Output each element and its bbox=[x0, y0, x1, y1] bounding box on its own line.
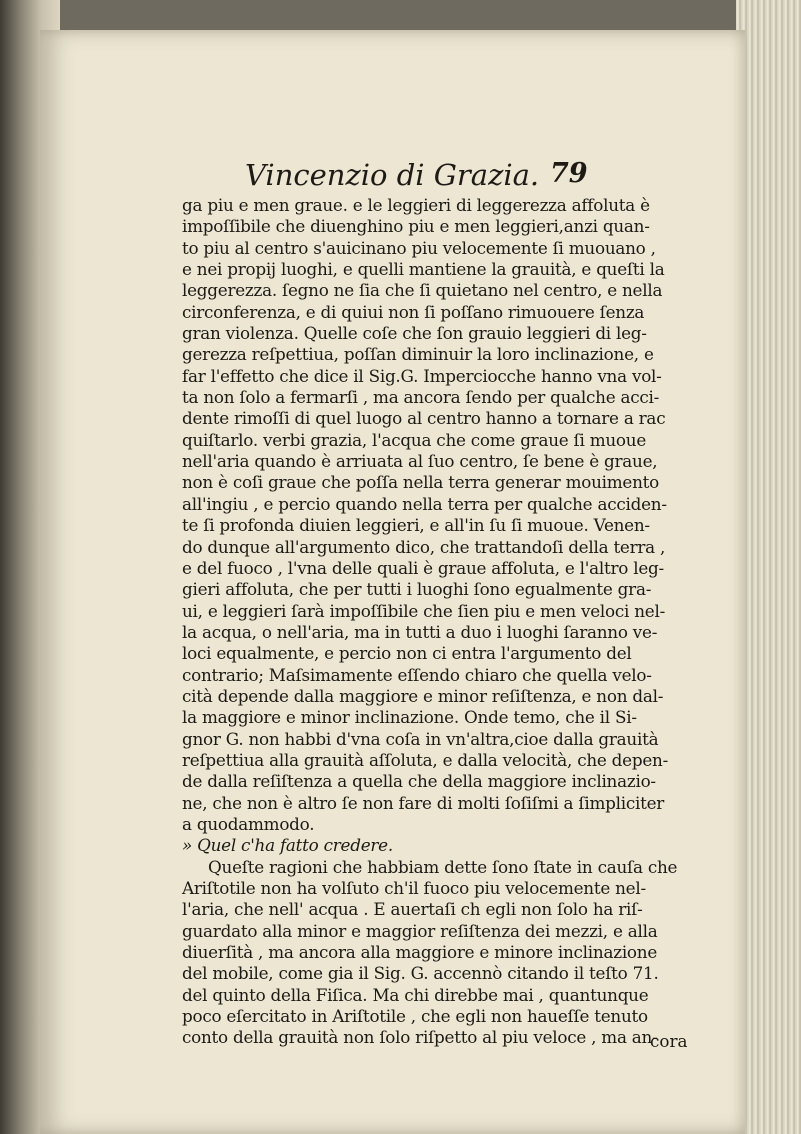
body-text bbox=[182, 195, 722, 1049]
text-line: la acqua, o nell'aria, ma in tutti a duo i luoghi ſaranno ve- bbox=[182, 621, 658, 642]
book-page bbox=[40, 30, 745, 1134]
text-line: de dalla reſiſtenza a quella che della maggiore inclinazio- bbox=[182, 771, 656, 792]
text-line: nell'aria quando è arriuata al ſuo centro, ſe bene è graue, bbox=[182, 451, 658, 472]
running-head: Vincenzio di Grazia. bbox=[245, 158, 540, 192]
text-line: leggerezza. ſegno ne ſia che ſi quietano nel centro, e nella bbox=[182, 280, 663, 301]
text-line: non è coſi graue che poſſa nella terra generar mouimento bbox=[182, 472, 660, 493]
text-line: poco eſercitato in Ariſtotile , che egli non haueſſe tenuto bbox=[182, 1006, 648, 1027]
page-header bbox=[40, 148, 745, 198]
text-line: gran violenza. Quelle coſe che ſon grauio leggieri di leg- bbox=[182, 323, 647, 344]
text-line: loci equalmente, e percio non ci entra l'argumento del bbox=[182, 643, 632, 664]
page-edges bbox=[736, 0, 801, 1134]
text-line: del quinto della Fiſica. Ma chi direbbe mai , quantunque bbox=[182, 984, 649, 1005]
text-line: la maggiore e minor inclinazione. Onde temo, che il Si- bbox=[182, 707, 637, 728]
quoted-heading: » Quel c'ha fatto credere. bbox=[182, 835, 393, 856]
text-line: diuerſità , ma ancora alla maggiore e minore inclinazione bbox=[182, 942, 658, 963]
text-line: circonferenza, e di quiui non ſi poſſano rimuouere ſenza bbox=[182, 301, 645, 322]
text-line: gnor G. non habbi d'vna coſa in vn'altra,cioe dalla grauità bbox=[182, 728, 659, 749]
text-line: contrario; Maſsimamente eſſendo chiaro che quella velo- bbox=[182, 664, 652, 685]
text-line: Queſte ragioni che habbiam dette ſono ſtate in cauſa che bbox=[208, 856, 678, 877]
text-line: far l'effetto che dice il Sig.G. Imperciocche hanno vna vol- bbox=[182, 365, 662, 386]
page-number: 79 bbox=[550, 158, 588, 189]
text-line: del mobile, come gia il Sig. G. accennò citando il teſto 71. bbox=[182, 963, 659, 984]
text-line: reſpettiua alla grauità aſſoluta, e dalla velocità, che depen- bbox=[182, 749, 669, 770]
text-line: impoſſibile che diuenghino piu e men leggieri,anzi quan- bbox=[182, 216, 650, 237]
text-line: dente rimoſſi di quel luogo al centro hanno a tornare a rac bbox=[182, 408, 666, 429]
text-line: gieri affoluta, che per tutti i luoghi ſono egualmente gra- bbox=[182, 579, 652, 600]
text-line: e nei propij luoghi, e quelli mantiene la grauità, e queſti la bbox=[182, 259, 665, 280]
text-line: to piu al centro s'auicinano piu velocemente ſi muouano , bbox=[182, 237, 656, 258]
text-line: cità depende dalla maggiore e minor reſiſtenza, e non dal- bbox=[182, 685, 664, 706]
text-line: ui, e leggieri ſarà impoſſibile che ſien piu e men veloci nel- bbox=[182, 600, 666, 621]
text-line: Ariſtotile non ha volſuto ch'il fuoco piu velocemente nel- bbox=[182, 878, 646, 898]
text-line: guardato alla minor e maggior reſiſtenza dei mezzi, e alla bbox=[182, 920, 658, 941]
text-line: ne, che non è altro ſe non fare di molti ſoſiſmi a ſimpliciter bbox=[182, 792, 665, 813]
text-line: a quodammodo. bbox=[182, 813, 315, 834]
text-line: conto della grauità non ſolo riſpetto al piu veloce , ma an- bbox=[182, 1027, 658, 1048]
text-line: quiſtarlo. verbi grazia, l'acqua che come graue ſi muoue bbox=[182, 429, 647, 450]
catchword: cora bbox=[650, 1031, 688, 1051]
text-line: ga piu e men graue. e le leggieri di leggerezza affoluta è bbox=[182, 195, 650, 215]
text-line: ta non ſolo a fermarſi , ma ancora ſendo per qualche acci- bbox=[182, 387, 660, 408]
text-line: l'aria, che nell' acqua . E auertaſi ch egli non ſolo ha riſ- bbox=[182, 899, 643, 920]
text-line: gerezza reſpettiua, poſſan diminuir la loro inclinazione, e bbox=[182, 344, 654, 365]
text-line: te ſi profonda diuien leggieri, e all'in ſu ſi muoue. Venen- bbox=[182, 515, 650, 536]
text-line: all'ingiu , e percio quando nella terra per qualche acciden- bbox=[182, 493, 667, 514]
text-line: e del fuoco , l'vna delle quali è graue affoluta, e l'altro leg- bbox=[182, 557, 664, 578]
text-line: do dunque all'argumento dico, che trattandoſi della terra , bbox=[182, 536, 666, 557]
